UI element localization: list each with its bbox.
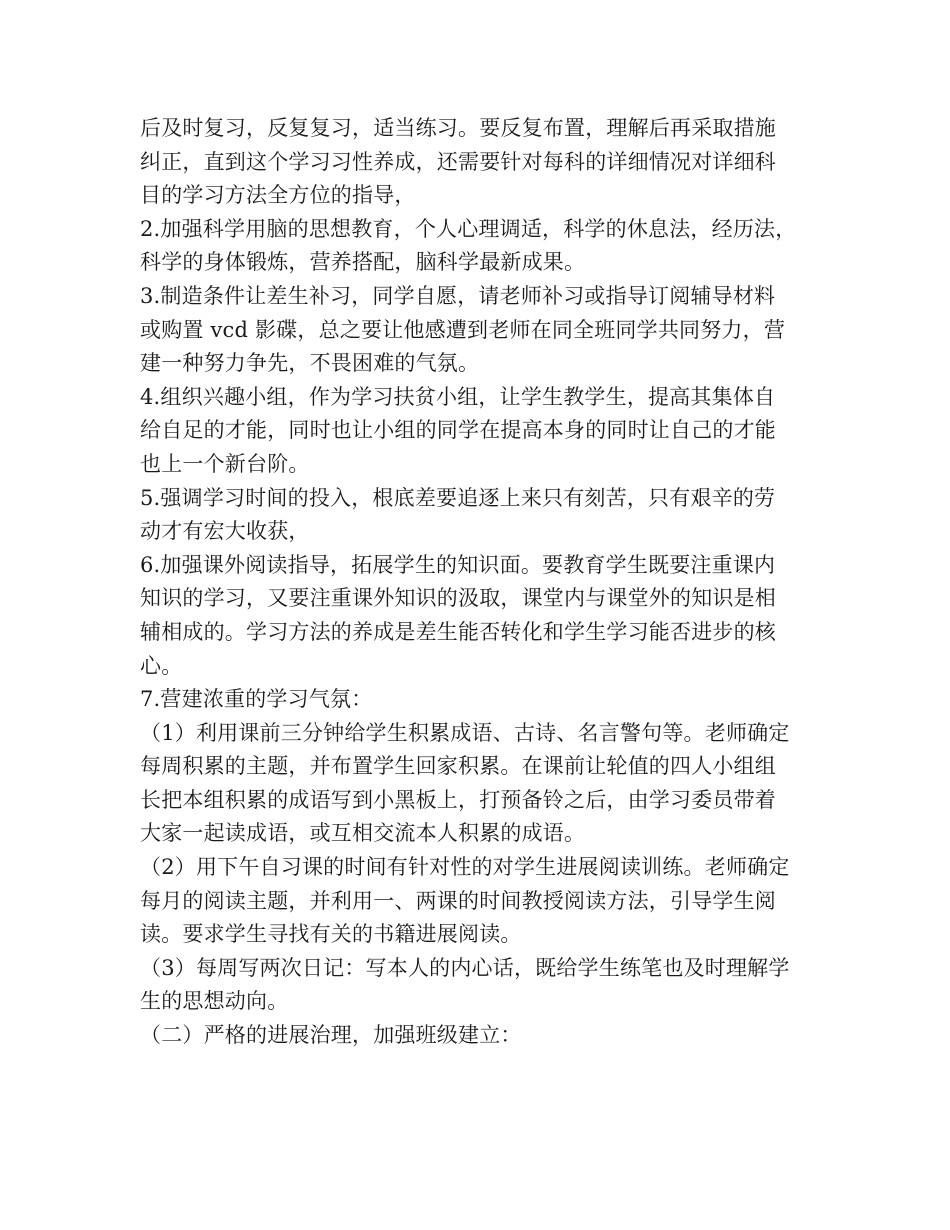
text-line: （1）利用课前三分钟给学生积累成语、古诗、名言警句等。老师确定 <box>140 720 790 745</box>
text-line: 辅相成的。学习方法的养成是差生能否转化和学生学习能否进步的核 <box>140 619 776 644</box>
text-line: 心。 <box>140 653 183 678</box>
text-line: 5.强调学习时间的投入，根底差要追逐上来只有刻苦，只有艰辛的劳 <box>140 485 776 510</box>
text-line: 也上一个新台阶。 <box>140 451 310 476</box>
text-line: 大家一起读成语，或互相交流本人积累的成语。 <box>140 821 586 846</box>
text-line: 读。要求学生寻找有关的书籍进展阅读。 <box>140 922 522 947</box>
text-line: （3）每周写两次日记：写本人的内心话，既给学生练笔也及时理解学 <box>140 955 790 980</box>
text-line: （二）严格的进展治理，加强班级建立： <box>140 1023 522 1048</box>
text-line: 生的思想动向。 <box>140 989 289 1014</box>
text-line: 知识的学习，又要注重课外知识的汲取，课堂内与课堂外的知识是相 <box>140 586 776 611</box>
text-line: 4.组织兴趣小组，作为学习扶贫小组，让学生教学生，提高其集体自 <box>140 384 776 409</box>
document-body <box>140 112 830 1053</box>
text-line: （2）用下午自习课的时间有针对性的对学生进展阅读训练。老师确定 <box>140 855 790 880</box>
text-line: 每月的阅读主题，并利用一、两课的时间教授阅读方法，引导学生阅 <box>140 888 776 913</box>
text-line: 3.制造条件让差生补习，同学自愿，请老师补习或指导订阅辅导材料 <box>140 283 776 308</box>
text-line: 每周积累的主题，并布置学生回家积累。在课前让轮值的四人小组组 <box>140 754 776 779</box>
text-line: 后及时复习，反复复习，适当练习。要反复布置，理解后再采取措施 <box>140 116 776 140</box>
text-line: 给自足的才能，同时也让小组的同学在提高本身的同时让自己的才能 <box>140 418 776 443</box>
text-line: 建一种努力争先，不畏困难的气氛。 <box>140 351 480 376</box>
text-line: 科学的身体锻炼，营养搭配，脑科学最新成果。 <box>140 250 586 275</box>
text-line: 动才有宏大收获， <box>140 519 310 544</box>
text-line: 目的学习方法全方位的指导， <box>140 183 416 208</box>
text-line: 纠正，直到这个学习习性养成，还需要针对每科的详细情况对详细科 <box>140 149 776 174</box>
text-line: 6.加强课外阅读指导，拓展学生的知识面。要教育学生既要注重课内 <box>140 552 776 577</box>
text-line: 7.营建浓重的学习气氛： <box>140 687 373 712</box>
text-line: 或购置 vcd 影碟，总之要让他感遭到老师在同全班同学共同努力，营 <box>140 317 786 342</box>
text-line: 2.加强科学用脑的思想教育，个人心理调适，科学的休息法，经历法， <box>140 216 797 241</box>
text-line: 长把本组积累的成语写到小黑板上，打预备铃之后，由学习委员带着 <box>140 787 776 812</box>
